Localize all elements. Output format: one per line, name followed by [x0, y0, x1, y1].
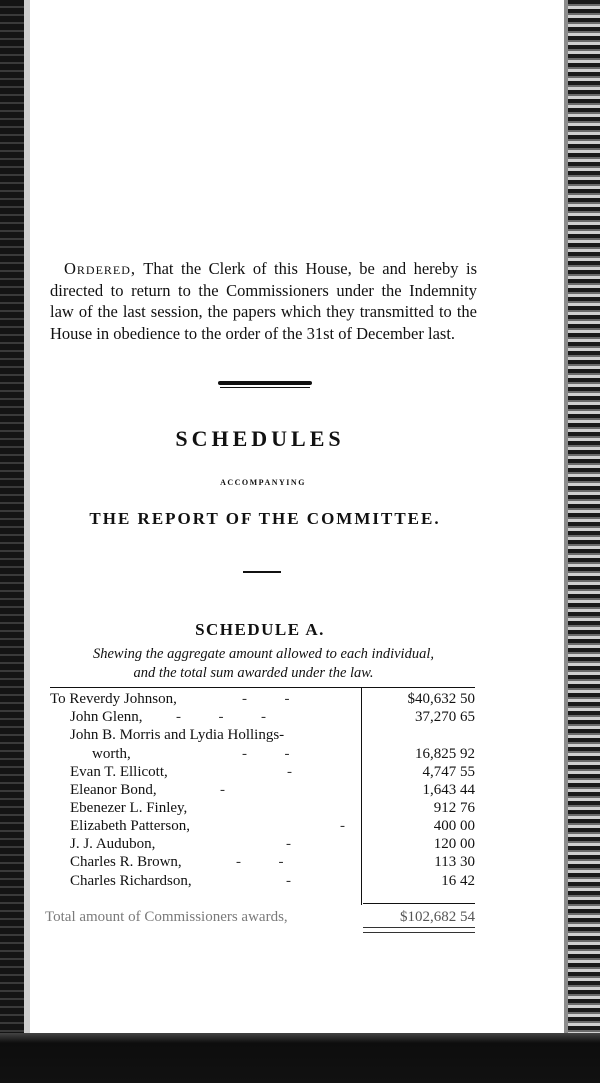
table-row	[50, 763, 475, 781]
table-row	[50, 817, 475, 835]
total-double-rule	[363, 927, 475, 933]
leader-dashes: - -	[236, 854, 284, 870]
table-row	[50, 726, 475, 744]
table-row	[50, 745, 475, 763]
awardee-name: To Reverdy Johnson,	[50, 691, 177, 707]
order-text: That the Clerk of this House, be and hereby is directed to return to the Commissioners under the Indemnity law of the last session, the papers which they transmitted to the House in obedience to the order of the 31st of December last.	[50, 259, 477, 343]
award-amount: 1,643 44	[422, 782, 475, 798]
table-top-rule	[50, 687, 475, 688]
table-row	[50, 835, 475, 853]
leader-dashes: -	[286, 836, 291, 852]
awardee-name: John B. Morris and Lydia Hollings-	[70, 727, 285, 743]
award-amount: $40,632 50	[407, 691, 475, 707]
leader-dashes: -	[340, 818, 345, 834]
award-amount: 37,270 65	[415, 709, 475, 725]
page-edge-right	[568, 0, 600, 1083]
schedule-subtitle	[50, 645, 477, 683]
total-amount: $102,682 54	[400, 909, 475, 925]
awardee-name: John Glenn,	[70, 709, 143, 725]
awardee-name: Eleanor Bond,	[70, 782, 157, 798]
awardee-name: J. J. Audubon,	[70, 836, 156, 852]
schedules-title: SCHEDULES	[175, 426, 345, 451]
page-edge-bottom	[0, 1033, 600, 1083]
leader-dashes: -	[287, 764, 292, 780]
awardee-name: Evan T. Ellicott,	[70, 764, 168, 780]
schedule-subtitle-line2: and the total sum awarded under the law.	[133, 665, 374, 681]
award-amount: 120 00	[433, 836, 475, 852]
page-edge-right-shadow	[564, 0, 568, 1083]
award-amount: 4,747 55	[422, 764, 475, 780]
short-rule	[243, 571, 281, 573]
order-paragraph	[50, 258, 477, 344]
table-row	[50, 853, 475, 871]
awardee-name: Charles Richardson,	[70, 873, 192, 889]
award-amount: 113 30	[434, 854, 475, 870]
total-rule	[363, 903, 475, 904]
award-amount: 16,825 92	[415, 746, 475, 762]
table-row	[50, 781, 475, 799]
leader-dashes: - - -	[176, 709, 266, 725]
accompanying-label: ACCOMPANYING	[220, 478, 306, 487]
binding-edge-left-shadow	[24, 0, 30, 1083]
awardee-name: Charles R. Brown,	[70, 854, 182, 870]
award-amount: 16 42	[441, 873, 475, 889]
total-row	[45, 907, 475, 927]
awardee-name: Ebenezer L. Finley,	[70, 800, 188, 816]
leader-dashes: - -	[242, 691, 290, 707]
schedule-subtitle-line1: Shewing the aggregate amount allowed to each individual,	[93, 646, 434, 662]
ornamental-rule	[218, 381, 312, 385]
table-row	[50, 872, 475, 890]
table-row	[50, 690, 475, 708]
schedule-a-title: SCHEDULE A.	[195, 620, 325, 639]
awardee-name: worth,	[92, 746, 131, 762]
table-row	[50, 708, 475, 726]
leader-dashes: -	[286, 873, 291, 889]
total-label: Total amount of Commissioners awards,	[45, 909, 288, 925]
leader-dashes: - -	[242, 746, 290, 762]
table-row	[50, 799, 475, 817]
ordered-lead: Ordered,	[64, 259, 137, 278]
awardee-name: Elizabeth Patterson,	[70, 818, 190, 834]
award-amount: 912 76	[433, 800, 475, 816]
award-amount: 400 00	[433, 818, 475, 834]
leader-dashes: -	[220, 782, 225, 798]
report-title: THE REPORT OF THE COMMITTEE.	[89, 509, 441, 528]
binding-edge-left	[0, 0, 24, 1083]
